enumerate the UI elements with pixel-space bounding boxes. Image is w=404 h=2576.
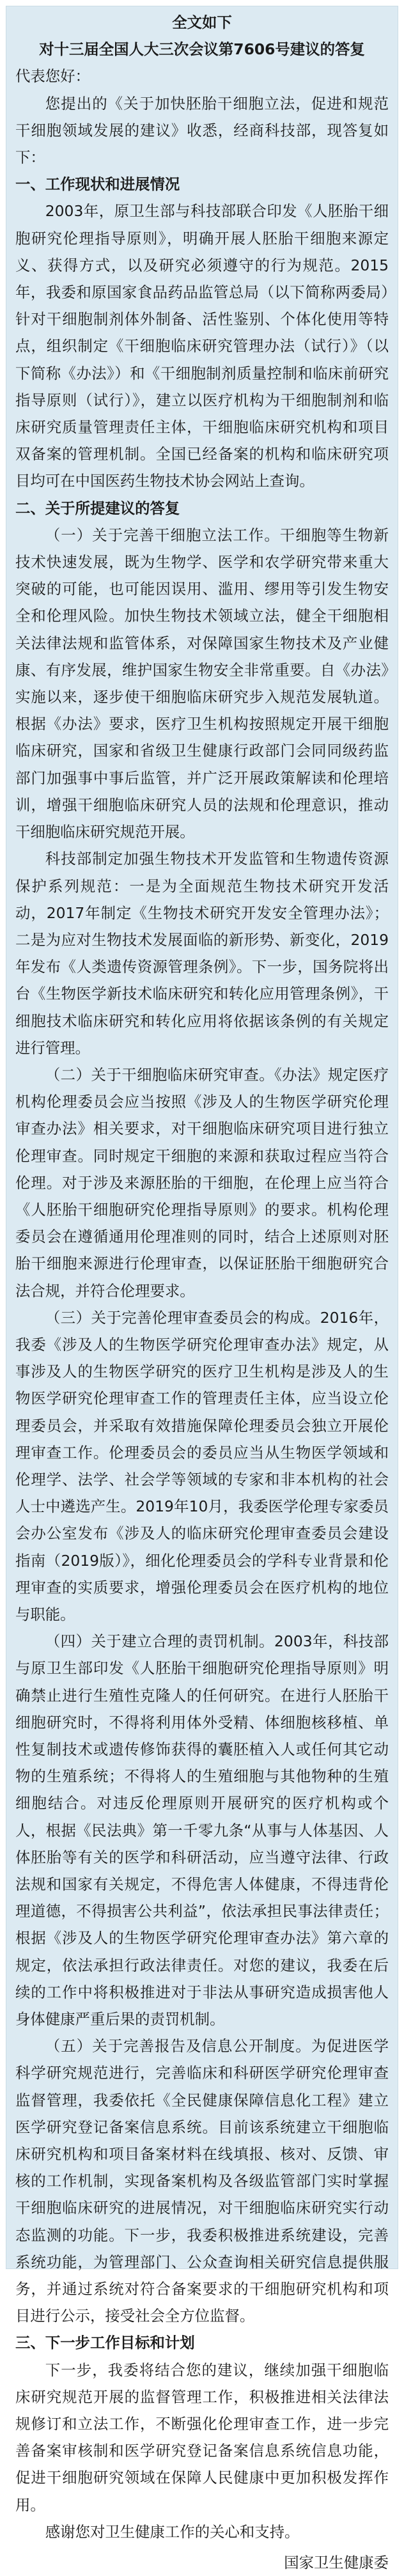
section-heading-1: 一、工作现状和进展情况 — [15, 175, 180, 194]
reply-panel — [6, 6, 398, 2572]
reply-item-1-continued: 科技部制定加强生物技术开发监管和生物遗传资源保护系列规范：一是为全面规范生物技术研究开发活动，2017年制定《生物技术研究开发安全管理办法》；二是为应对生物技术发展面临的新形势、新变化，2019年发布《人类遗传资源管理条例》。下一步，国务院将出台《生物医学新技术临床研究和转化应用管理条例》，干细胞技术临床研究和转化应用将依据该条例的有关规定进行管理。 — [15, 850, 389, 1057]
signature: 国家卫生健康委 — [284, 2554, 389, 2572]
section-heading-3: 三、下一步工作目标和计划 — [15, 2334, 195, 2352]
reply-item-5: （五）关于完善报告及信息公开制度。为促进医学科学研究规范进行，完善临床和科研医学研究伦理审查监督管理，我委依托《全民健康保障信息化工程》建立医学研究登记备案信息系统。目前该系统建立干细胞临床研究机构和项目备案材料在线填报、核对、反馈、审核的工作机制，实现备案机构及各级监管部门实时掌握干细胞临床研究的进展情况，对干细胞临床研究实行动态监测的功能。下一步，我委积极推进系统建设，完善系统功能，为管理部门、公众查询相关研究信息提供服务，并通过系统对符合备案要求的干细胞研究机构和项目进行公示，接受社会全方位监督。 — [15, 2037, 389, 2325]
section-1-paragraph: 2003年，原卫生部与科技部联合印发《人胚胎干细胞研究伦理指导原则》，明确开展人胚胎干细胞来源定义、获得方式，以及研究必须遵守的行为规范。2015年，我委和原国家食品药品监管总局（以下简称两委局）针对干细胞制剂体外制备、活性鉴别、个体化使用等特点，组织制定《干细胞临床研究管理办法（试行）》（以下简称《办法》）和《干细胞制剂质量控制和临床前研究指导原则（试行）》，建立以医疗机构为干细胞制剂和临床研究质量管理责任主体，干细胞临床研究机构和项目双备案的管理机制。全国已经备案的机构和临床研究项目均可在中国医药生物技术协会网站上查询。 — [15, 202, 389, 490]
reply-item-1: （一）关于完善干细胞立法工作。干细胞等生物新技术快速发展，既为生物学、医学和农学研究带来重大突破的可能，也可能因误用、滥用、缪用等引发生物安全和伦理风险。加快生物技术领域立法，健全干细胞相关法律法规和监管体系，对保障国家生物技术及产业健康、有序发展，维护国家生物安全非常重要。自《办法》实施以来，逐步使干细胞临床研究步入规范发展轨道。根据《办法》要求，医疗卫生机构按照规定开展干细胞临床研究，国家和省级卫生健康行政部门会同同级药监部门加强事中事后监管，并广泛开展政策解读和伦理培训，增强干细胞临床研究人员的法规和伦理意识，推动干细胞临床研究规范开展。 — [15, 526, 389, 841]
reply-item-4: （四）关于建立合理的责罚机制。2003年，科技部与原卫生部印发《人胚胎干细胞研究伦理指导原则》明确禁止进行生殖性克隆人的任何研究。在进行人胚胎干细胞研究时，不得将利用体外受精、体细胞核移植、单性复制技术或遗传修饰获得的囊胚植入人或任何其它动物的生殖系统；不得将人的生殖细胞与其他物种的生殖细胞结合。对违反伦理原则开展研究的医疗机构或个人，根据《民法典》第一千零九条“从事与人体基因、人体胚胎等有关的医学和科研活动，应当遵守法律、行政法规和国家有关规定，不得危害人体健康，不得违背伦理道德，不得损害公共利益”，依法承担民事法律责任；根据《涉及人的生物医学研究伦理审查办法》第六章的规定，依法承担行政法律责任。对您的建议，我委在后续的工作中将积极推进对于非法从事研究造成损害他人身体健康严重后果的责罚机制。 — [15, 1632, 389, 2029]
section-3-paragraph: 下一步，我委将结合您的建议，继续加强干细胞临床研究规范开展的监督管理工作，积极推进相关法律法规修订和立法工作，不断强化伦理审查工作，进一步完善备案审核制和医学研究登记备案信息系统信息功能，促进干细胞研究领域在保障人民健康中更加积极发挥作用。 — [15, 2361, 389, 2514]
greeting: 代表您好： — [15, 67, 90, 86]
reply-item-2: （二）关于干细胞临床研究审查。《办法》规定医疗机构伦理委员会应当按照《涉及人的生物医学研究伦理审查办法》相关要求，对干细胞临床研究项目进行独立伦理审查。同时规定干细胞的来源和获取过程应当符合伦理。对于涉及来源胚胎的干细胞，在伦理上应当符合《人胚胎干细胞研究伦理指导原则》的要求。机构伦理委员会在遵循通用伦理准则的同时，结合上述原则对胚胎干细胞来源进行伦理审查，以保证胚胎干细胞研究合法合规，并符合伦理要求。 — [15, 1065, 389, 1300]
closing-thanks: 感谢您对卫生健康工作的关心和支持。 — [45, 2522, 300, 2541]
opening-paragraph: 您提出的《关于加快胚胎干细胞立法，促进和规范干细胞领域发展的建议》收悉，经商科技部，现答复如下： — [15, 94, 389, 167]
reply-item-3: （三）关于完善伦理审查委员会的构成。2016年，我委《涉及人的生物医学研究伦理审查办法》规定，从事涉及人的生物医学研究的医疗卫生机构是涉及人的生物医学研究伦理审查工作的管理责任主体，应当设立伦理委员会，并采取有效措施保障伦理委员会独立开展伦理审查工作。伦理委员会的委员应当从生物医学领域和伦理学、法学、社会学等领域的专家和非本机构的社会人士中遴选产生。2019年10月，我委医学伦理专家委员会办公室发布《涉及人的临床研究伦理审查委员会建设指南（2019版）》，细化伦理委员会的学科专业背景和伦理审查的实质要求，增强伦理委员会在医疗机构的地位与职能。 — [15, 1308, 389, 1623]
section-heading-2: 二、关于所提建议的答复 — [15, 499, 180, 517]
reply-content — [6, 6, 398, 2576]
intro-line: 全文如下 — [172, 13, 232, 31]
document-title: 对十三届全国人大三次会议第7606号建议的答复 — [39, 40, 365, 59]
